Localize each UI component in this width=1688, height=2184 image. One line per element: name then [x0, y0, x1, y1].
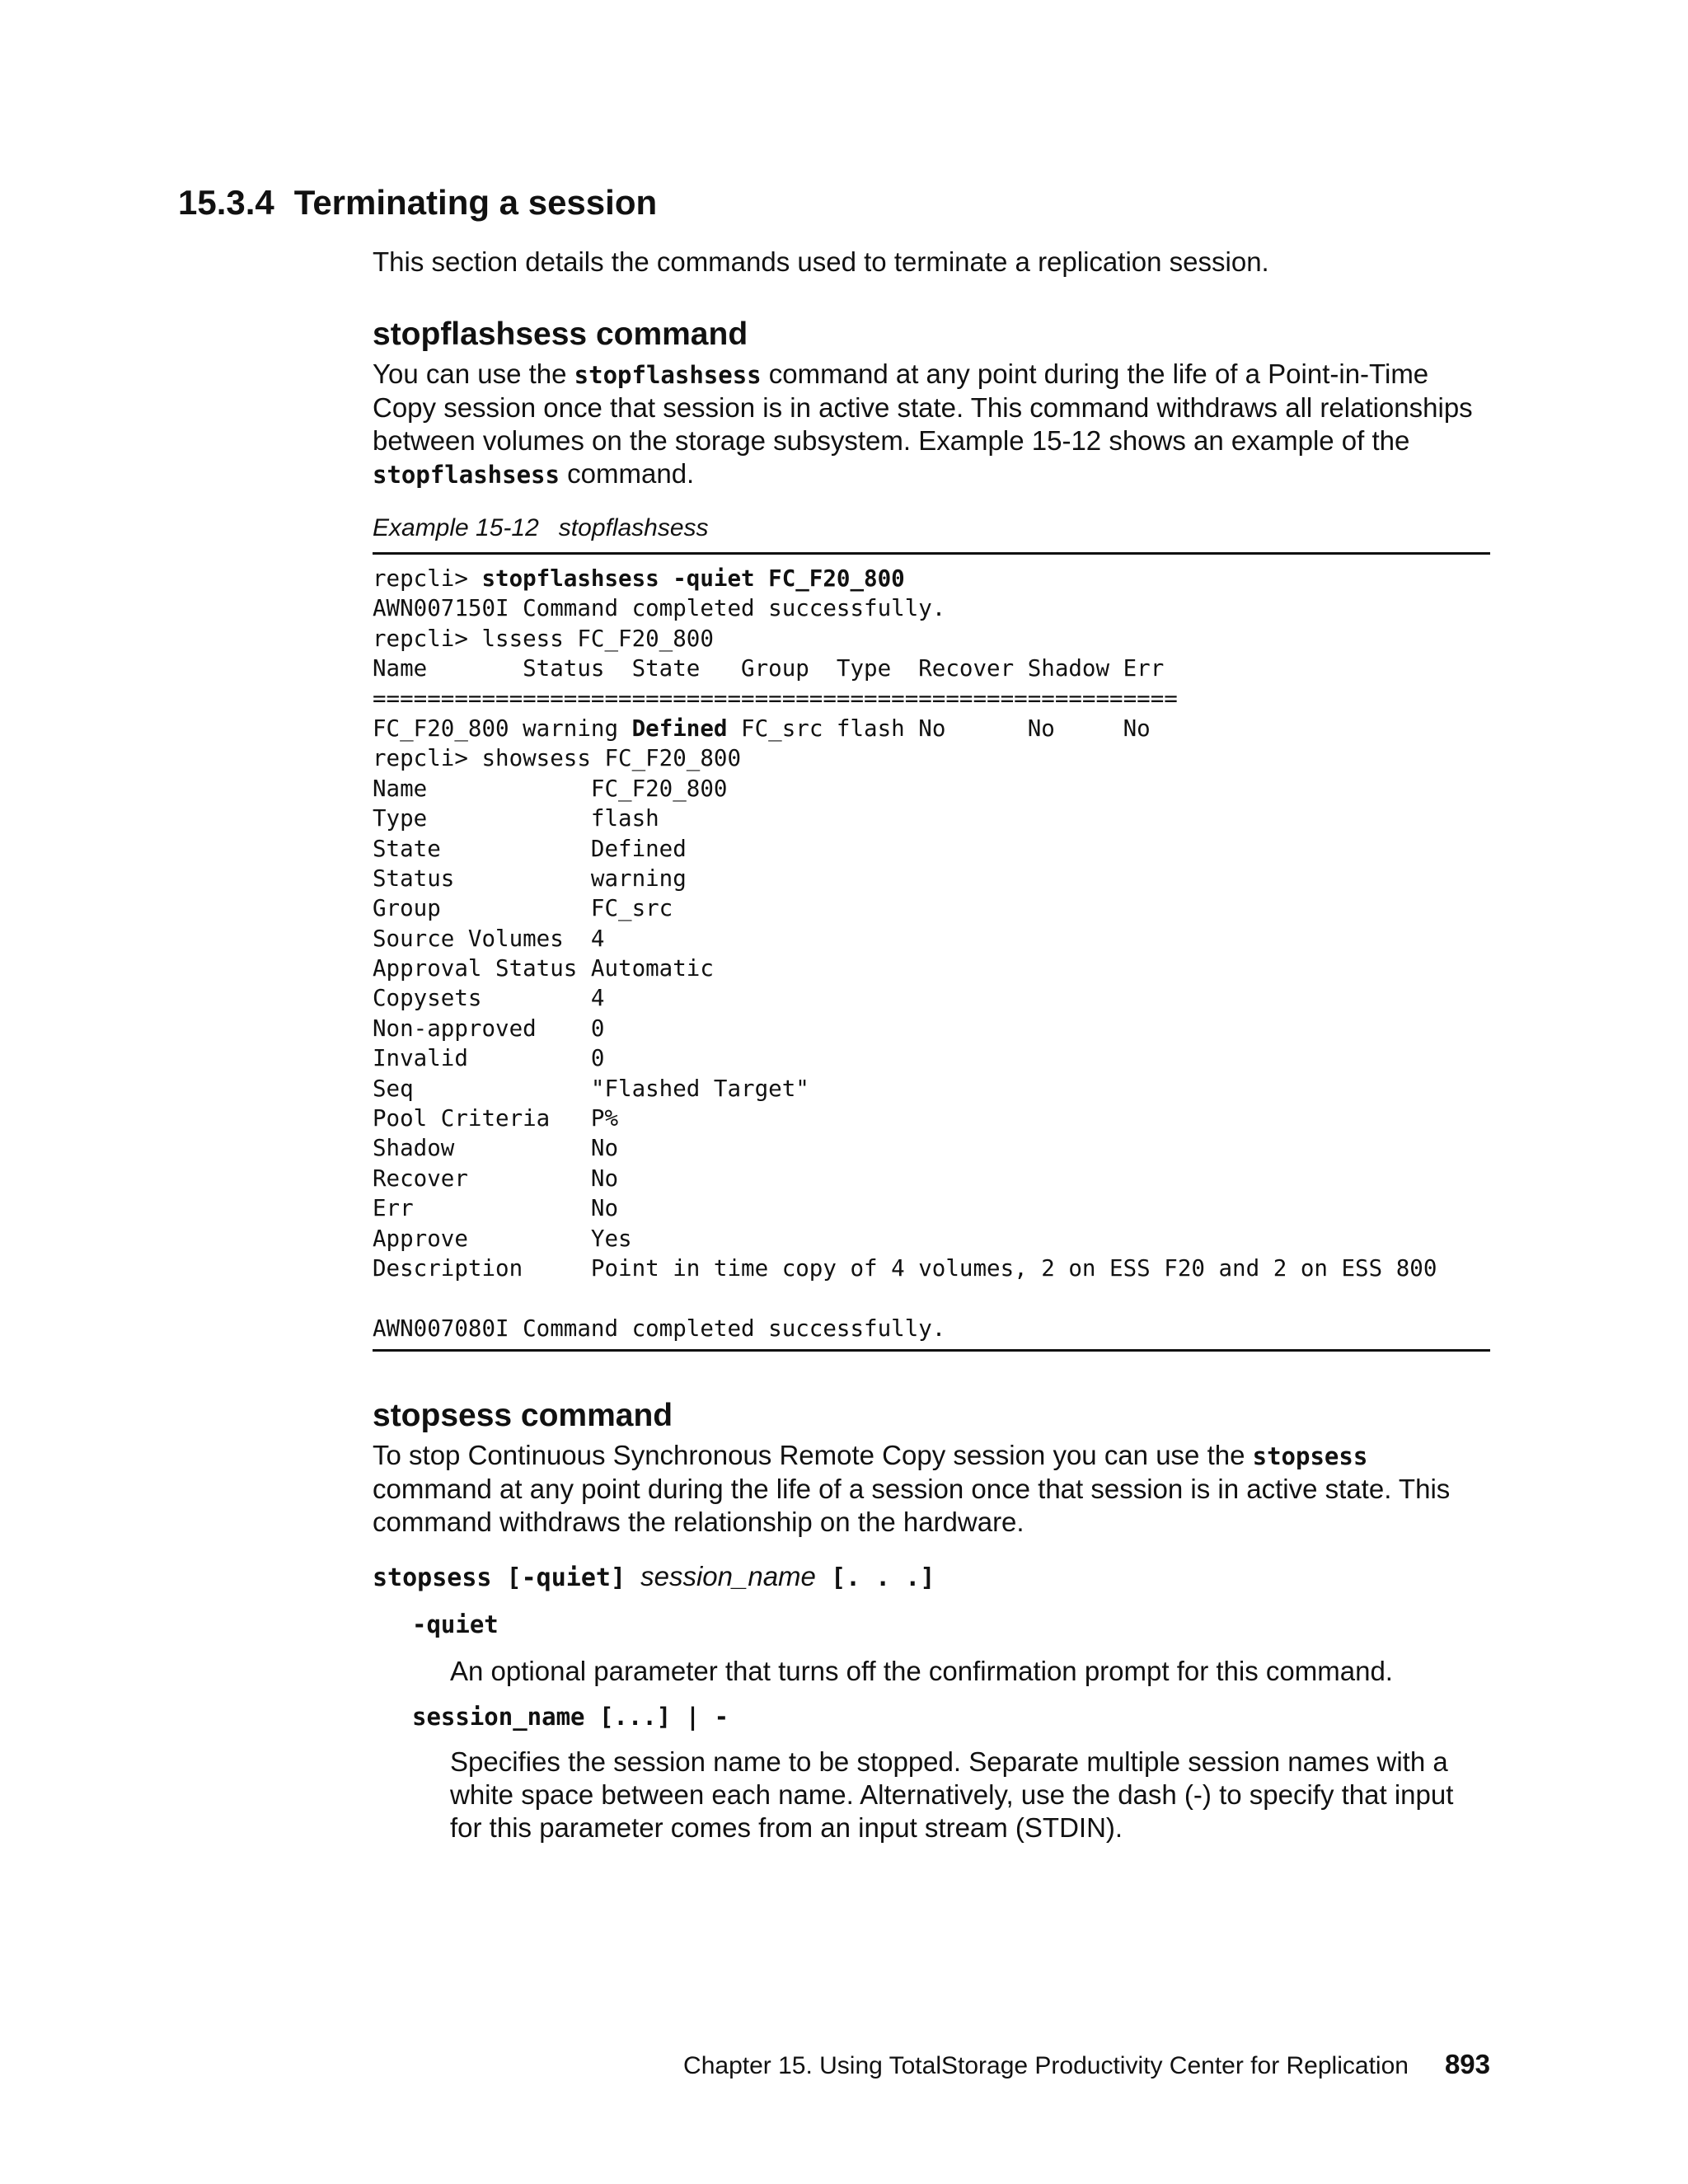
text-run: command at any point during the life of a session once that session is in active state. This command withdraws the relationship on the hardware. [373, 1474, 1451, 1537]
code-line: Pool Criteria P% [373, 1105, 619, 1132]
stopflashsess-description [373, 358, 1490, 491]
code-line: Copysets 4 [373, 985, 605, 1012]
code-line: Non-approved 0 [373, 1015, 605, 1042]
code-line: Seq "Flashed Target" [373, 1075, 809, 1102]
code-line: Status warning [373, 865, 687, 892]
code-line: Source Volumes 4 [373, 925, 605, 952]
code-line: Recover No [373, 1165, 619, 1192]
stopflashsess-heading: stopflashsess command [373, 316, 748, 352]
code-text: FC_src flash No No No [727, 715, 1151, 742]
code-line: AWN007150I Command completed successfully. [373, 595, 946, 622]
example-code-block [373, 564, 1437, 1343]
param-session-description: Specifies the session name to be stopped. Separate multiple session names with a white space between each name. Alternatively, use the dash (-) to specify that input for this parameter comes from an input stream (STDIN). [450, 1746, 1454, 1843]
inline-command: stopflashsess [373, 461, 560, 489]
code-line [373, 1283, 1437, 1313]
code-line: Name FC_F20_800 [373, 775, 728, 802]
code-text: FC_F20_800 warning [373, 715, 632, 742]
code-line: Approve Yes [373, 1225, 632, 1252]
section-number: 15.3.4 [178, 183, 274, 222]
example-bottom-rule [373, 1349, 1490, 1352]
code-command: stopflashsess -quiet FC_F20_800 [481, 565, 905, 592]
syntax-command: stopsess [-quiet] [373, 1563, 641, 1592]
section-title: Terminating a session [293, 183, 658, 222]
inline-command: stopflashsess [574, 361, 762, 389]
code-line: Err No [373, 1195, 619, 1222]
text-run: command. [559, 458, 695, 489]
section-heading [178, 183, 657, 223]
footer-chapter: Chapter 15. Using TotalStorage Productivity Center for Replication [683, 2052, 1409, 2079]
example-title: stopflashsess [558, 514, 709, 541]
code-prompt: repcli> [373, 565, 482, 592]
code-line [373, 564, 1437, 593]
code-line: =========================================================== [373, 685, 1178, 712]
example-label: Example 15-12 [373, 514, 539, 541]
code-line: Group FC_src [373, 895, 673, 922]
code-line: Name Status State Group Type Recover Shadow Err [373, 655, 1165, 682]
code-line: Invalid 0 [373, 1045, 605, 1072]
text-run: To stop Continuous Synchronous Remote Copy session you can use the [373, 1440, 1253, 1470]
code-state-value: Defined [631, 715, 728, 742]
text-run: You can use the [373, 359, 574, 389]
inline-command: stopsess [1252, 1442, 1368, 1470]
code-line [373, 714, 1437, 743]
code-line: Description Point in time copy of 4 volumes, 2 on ESS F20 and 2 on ESS 800 [373, 1254, 1437, 1282]
code-line: Type flash [373, 805, 659, 832]
example-caption [373, 514, 709, 542]
param-quiet-name: -quiet [412, 1610, 499, 1638]
code-line: repcli> lssess FC_F20_800 [373, 625, 714, 652]
syntax-repeat: [. . .] [815, 1563, 935, 1592]
code-line: AWN007080I Command completed successfully. [373, 1315, 946, 1342]
text-run: command at any point during the life of a Point-in-Time Copy session once that session is in active state. This command withdraws all relationships between volumes on the storage subsystem. Example 15-12 shows an example of the [373, 359, 1473, 456]
param-session-name: session_name [...] | - [412, 1703, 729, 1731]
code-line: Shadow No [373, 1135, 619, 1162]
code-line: State Defined [373, 835, 687, 862]
syntax-argument: session_name [640, 1561, 816, 1591]
section-intro: This section details the commands used to terminate a replication session. [373, 246, 1269, 277]
stopsess-description [373, 1439, 1490, 1539]
command-syntax [373, 1561, 935, 1592]
page-footer [683, 2049, 1490, 2080]
param-quiet-description: An optional parameter that turns off the confirmation prompt for this command. [450, 1656, 1393, 1686]
code-line: repcli> showsess FC_F20_800 [373, 745, 742, 772]
stopsess-heading: stopsess command [373, 1398, 673, 1433]
example-top-rule [373, 552, 1490, 555]
code-line: Approval Status Automatic [373, 955, 714, 982]
page-number: 893 [1444, 2049, 1490, 2079]
